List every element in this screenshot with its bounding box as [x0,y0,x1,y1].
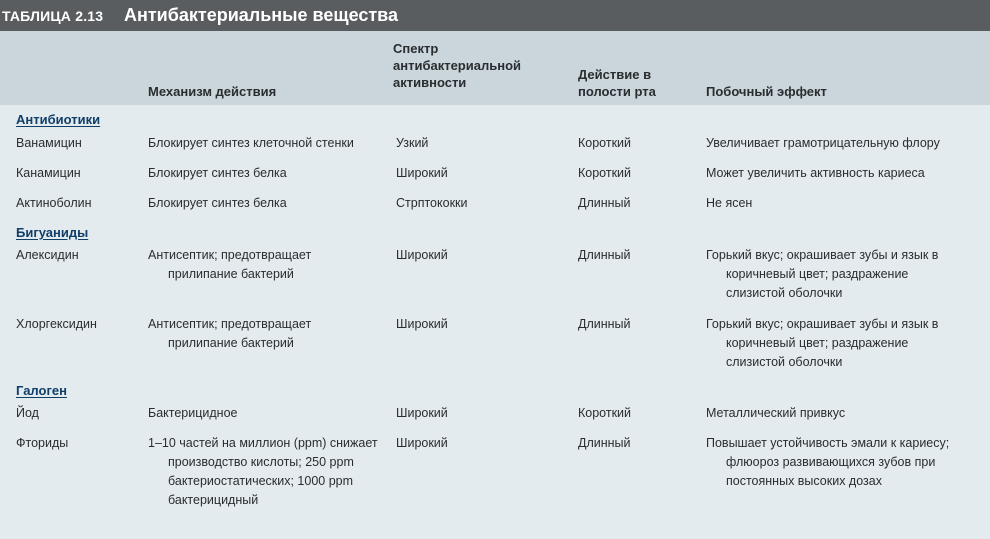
oral-action-cell: Длинный [578,248,631,262]
agent-cell: Алексидин [16,248,79,262]
mechanism-cell: Блокирует синтез белка [148,166,287,180]
spectrum-cell: Широкий [396,317,448,331]
column-header-side-effect: Побочный эффект [706,84,827,99]
column-header-mechanism: Механизм действия [148,84,277,99]
side-effect-cell: Увеличивает грамотрицательную флору [706,136,940,150]
agent-cell: Хлоргексидин [16,317,97,331]
spectrum-cell: Широкий [396,436,448,450]
agent-cell: Фториды [16,436,69,450]
spectrum-cell: Стрптококки [396,196,468,210]
agent-cell: Актиноболин [16,196,92,210]
oral-action-cell: Короткий [578,166,632,180]
oral-action-cell: Длинный [578,436,631,450]
table-title-bar [0,0,990,31]
column-header-spectrum: Спектр антибактериальной активности [393,41,522,90]
mechanism-cell: Антисептик; предотвращает прилипание бактерий [148,317,312,350]
mechanism-cell: Блокирует синтез белка [148,196,287,210]
group-title-biguanides: Бигуаниды [16,225,89,240]
side-effect-cell: Повышает устойчивость эмали к кариесу; флюороз развивающихся зубов при постоянных высоких дозах [706,436,950,488]
oral-action-cell: Длинный [578,317,631,331]
table-title: Антибактериальные вещества [124,5,399,25]
column-header-oral-action: Действие в полости рта [578,67,656,99]
group-title-antibiotics: Антибиотики [16,112,101,127]
side-effect-cell: Горький вкус; окрашивает зубы и язык в коричневый цвет; раздражение слизистой оболочки [706,248,939,300]
mechanism-cell: Блокирует синтез клеточной стенки [148,136,354,150]
agent-cell: Ванамицин [16,136,82,150]
side-effect-cell: Металлический привкус [706,406,846,420]
mechanism-cell: 1–10 частей на миллион (ppm) снижает производство кислоты; 250 ppm бактериостатических; 1000 ppm бактерицидный [148,436,378,507]
spectrum-cell: Широкий [396,248,448,262]
side-effect-cell: Горький вкус; окрашивает зубы и язык в коричневый цвет; раздражение слизистой оболочки [706,317,939,369]
group-title-halogen: Галоген [16,383,67,398]
spectrum-cell: Широкий [396,406,448,420]
oral-action-cell: Длинный [578,196,631,210]
agent-cell: Йод [16,406,39,420]
agent-cell: Канамицин [16,166,81,180]
spectrum-cell: Широкий [396,166,448,180]
side-effect-cell: Может увеличить активность кариеса [706,166,925,180]
table-header [0,31,990,105]
mechanism-cell: Бактерицидное [148,406,238,420]
spectrum-cell: Узкий [396,136,429,150]
table-label: ТАБЛИЦА 2.13 [2,7,104,24]
mechanism-cell: Антисептик; предотвращает прилипание бактерий [148,248,312,281]
oral-action-cell: Короткий [578,136,632,150]
oral-action-cell: Короткий [578,406,632,420]
side-effect-cell: Не ясен [706,196,753,210]
